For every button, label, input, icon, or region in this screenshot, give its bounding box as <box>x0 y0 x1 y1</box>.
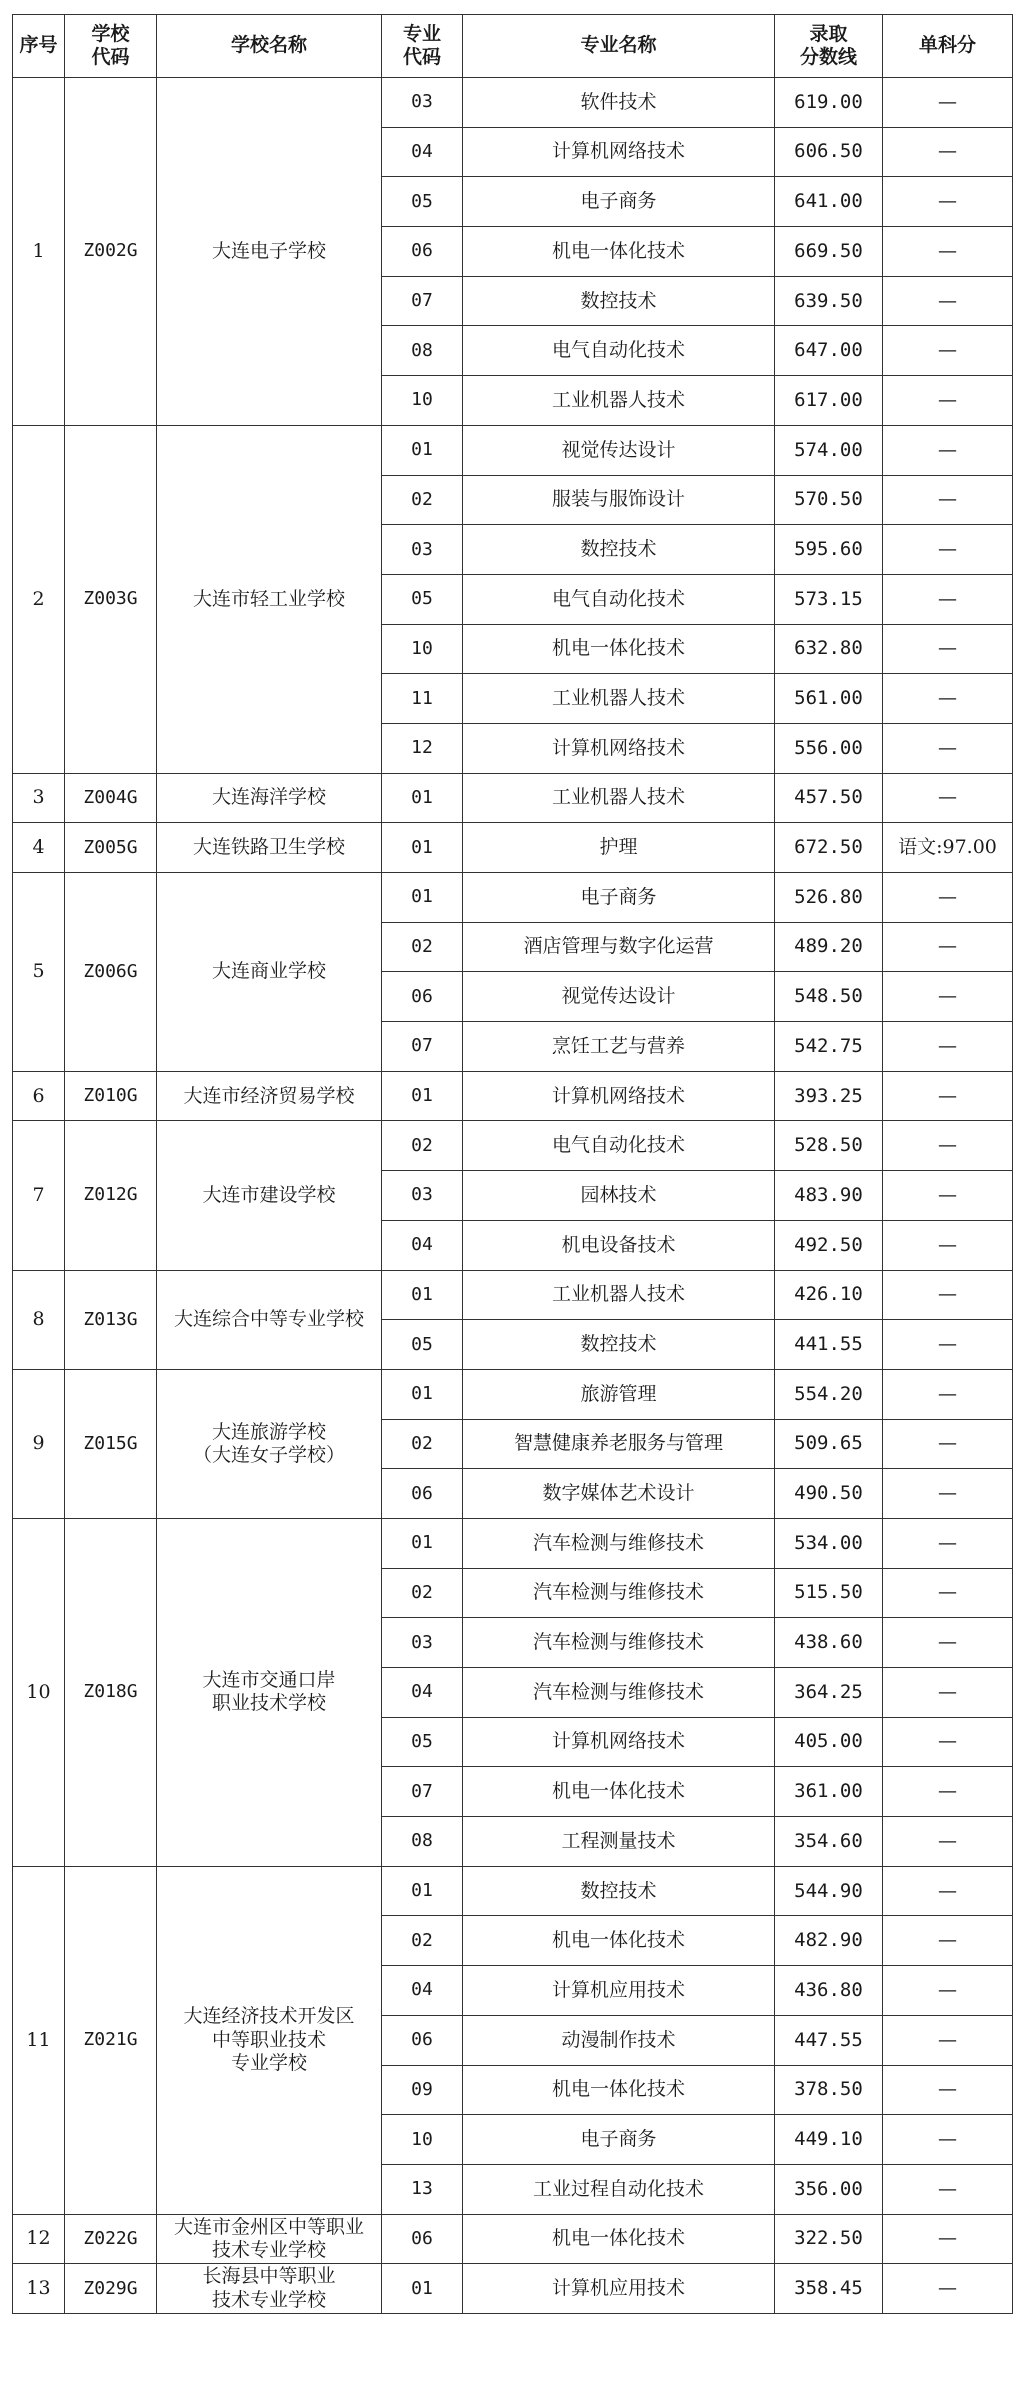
table-row <box>13 2264 1013 2314</box>
single-subject-cell: — <box>883 1270 1013 1320</box>
major-name-cell: 数字媒体艺术设计 <box>463 1469 775 1519</box>
single-subject-cell: — <box>883 1717 1013 1767</box>
single-subject-cell: — <box>883 1916 1013 1966</box>
single-subject-cell: — <box>883 972 1013 1022</box>
score-cell: 526.80 <box>775 873 883 923</box>
school-name-cell: 大连电子学校 <box>157 78 382 426</box>
school-name-cell: 大连海洋学校 <box>157 773 382 823</box>
single-subject-cell: — <box>883 1568 1013 1618</box>
major-name-cell: 工业机器人技术 <box>463 674 775 724</box>
school-code-cell: Z018G <box>65 1518 157 1866</box>
major-code-cell: 02 <box>382 475 463 525</box>
major-code-cell: 10 <box>382 376 463 426</box>
single-subject-cell: — <box>883 127 1013 177</box>
major-name-cell: 工业过程自动化技术 <box>463 2164 775 2214</box>
table-row <box>13 1071 1013 1121</box>
major-name-cell: 计算机应用技术 <box>463 1966 775 2016</box>
school-name-cell: 大连铁路卫生学校 <box>157 823 382 873</box>
single-subject-cell: — <box>883 2015 1013 2065</box>
school-name-cell: 大连旅游学校 （大连女子学校） <box>157 1369 382 1518</box>
table-body <box>13 78 1013 2314</box>
single-subject-cell: — <box>883 276 1013 326</box>
school-code-cell: Z021G <box>65 1866 157 2214</box>
major-name-cell: 旅游管理 <box>463 1369 775 1419</box>
major-name-cell: 电子商务 <box>463 873 775 923</box>
single-subject-cell: — <box>883 873 1013 923</box>
major-name-cell: 工业机器人技术 <box>463 376 775 426</box>
score-cell: 457.50 <box>775 773 883 823</box>
major-code-cell: 07 <box>382 1022 463 1072</box>
major-code-cell: 01 <box>382 873 463 923</box>
major-name-cell: 机电一体化技术 <box>463 2065 775 2115</box>
single-subject-cell: — <box>883 723 1013 773</box>
school-name-cell: 大连市经济贸易学校 <box>157 1071 382 1121</box>
score-cell: 358.45 <box>775 2264 883 2314</box>
major-code-cell: 05 <box>382 574 463 624</box>
score-cell: 639.50 <box>775 276 883 326</box>
major-name-cell: 汽车检测与维修技术 <box>463 1668 775 1718</box>
school-seq-cell: 12 <box>13 2214 65 2264</box>
major-code-cell: 01 <box>382 1369 463 1419</box>
score-cell: 489.20 <box>775 922 883 972</box>
major-name-cell: 计算机网络技术 <box>463 1071 775 1121</box>
single-subject-cell: — <box>883 475 1013 525</box>
major-name-cell: 机电设备技术 <box>463 1220 775 1270</box>
single-subject-cell: — <box>883 1866 1013 1916</box>
school-seq-cell: 4 <box>13 823 65 873</box>
score-cell: 426.10 <box>775 1270 883 1320</box>
score-cell: 483.90 <box>775 1171 883 1221</box>
major-code-cell: 08 <box>382 326 463 376</box>
score-cell: 490.50 <box>775 1469 883 1519</box>
score-cell: 356.00 <box>775 2164 883 2214</box>
major-name-cell: 园林技术 <box>463 1171 775 1221</box>
single-subject-cell: — <box>883 922 1013 972</box>
header-major-code: 专业 代码 <box>382 15 463 78</box>
major-name-cell: 机电一体化技术 <box>463 1767 775 1817</box>
single-subject-cell: — <box>883 425 1013 475</box>
major-name-cell: 数控技术 <box>463 1866 775 1916</box>
score-cell: 528.50 <box>775 1121 883 1171</box>
major-code-cell: 13 <box>382 2164 463 2214</box>
major-code-cell: 07 <box>382 1767 463 1817</box>
single-subject-cell: — <box>883 1369 1013 1419</box>
single-subject-cell: — <box>883 1320 1013 1370</box>
single-subject-cell: — <box>883 525 1013 575</box>
header-score: 录取 分数线 <box>775 15 883 78</box>
score-cell: 561.00 <box>775 674 883 724</box>
school-code-cell: Z013G <box>65 1270 157 1369</box>
single-subject-cell: 语文:97.00 <box>883 823 1013 873</box>
score-cell: 554.20 <box>775 1369 883 1419</box>
school-code-cell: Z022G <box>65 2214 157 2264</box>
major-name-cell: 计算机网络技术 <box>463 127 775 177</box>
major-code-cell: 04 <box>382 1220 463 1270</box>
major-code-cell: 01 <box>382 1270 463 1320</box>
single-subject-cell: — <box>883 2214 1013 2264</box>
school-seq-cell: 6 <box>13 1071 65 1121</box>
header-seq: 序号 <box>13 15 65 78</box>
major-code-cell: 10 <box>382 624 463 674</box>
header-major-name: 专业名称 <box>463 15 775 78</box>
single-subject-cell: — <box>883 1022 1013 1072</box>
major-name-cell: 机电一体化技术 <box>463 227 775 277</box>
header-school-name: 学校名称 <box>157 15 382 78</box>
school-seq-cell: 1 <box>13 78 65 426</box>
score-cell: 544.90 <box>775 1866 883 1916</box>
single-subject-cell: — <box>883 2164 1013 2214</box>
major-code-cell: 01 <box>382 773 463 823</box>
major-code-cell: 02 <box>382 1916 463 1966</box>
major-name-cell: 服装与服饰设计 <box>463 475 775 525</box>
major-name-cell: 酒店管理与数字化运营 <box>463 922 775 972</box>
school-name-cell: 大连商业学校 <box>157 873 382 1072</box>
table-row <box>13 1270 1013 1320</box>
major-code-cell: 06 <box>382 1469 463 1519</box>
major-code-cell: 04 <box>382 127 463 177</box>
major-code-cell: 06 <box>382 2214 463 2264</box>
score-cell: 482.90 <box>775 1916 883 1966</box>
single-subject-cell: — <box>883 574 1013 624</box>
header-row <box>13 15 1013 78</box>
school-seq-cell: 9 <box>13 1369 65 1518</box>
single-subject-cell: — <box>883 2065 1013 2115</box>
major-name-cell: 数控技术 <box>463 1320 775 1370</box>
major-code-cell: 01 <box>382 1071 463 1121</box>
school-seq-cell: 2 <box>13 425 65 773</box>
major-name-cell: 电气自动化技术 <box>463 574 775 624</box>
major-code-cell: 12 <box>382 723 463 773</box>
table-row <box>13 1518 1013 1568</box>
table-row <box>13 1866 1013 1916</box>
table-row <box>13 425 1013 475</box>
major-code-cell: 05 <box>382 177 463 227</box>
single-subject-cell: — <box>883 1220 1013 1270</box>
score-cell: 574.00 <box>775 425 883 475</box>
school-code-cell: Z010G <box>65 1071 157 1121</box>
score-cell: 570.50 <box>775 475 883 525</box>
single-subject-cell: — <box>883 773 1013 823</box>
score-cell: 354.60 <box>775 1817 883 1867</box>
major-name-cell: 汽车检测与维修技术 <box>463 1518 775 1568</box>
major-name-cell: 数控技术 <box>463 276 775 326</box>
major-code-cell: 10 <box>382 2115 463 2165</box>
major-code-cell: 04 <box>382 1966 463 2016</box>
major-name-cell: 电子商务 <box>463 2115 775 2165</box>
major-name-cell: 电气自动化技术 <box>463 326 775 376</box>
school-seq-cell: 8 <box>13 1270 65 1369</box>
school-code-cell: Z015G <box>65 1369 157 1518</box>
school-seq-cell: 11 <box>13 1866 65 2214</box>
score-cell: 364.25 <box>775 1668 883 1718</box>
header-school-code: 学校 代码 <box>65 15 157 78</box>
major-code-cell: 06 <box>382 227 463 277</box>
single-subject-cell: — <box>883 326 1013 376</box>
score-cell: 405.00 <box>775 1717 883 1767</box>
single-subject-cell: — <box>883 1171 1013 1221</box>
score-cell: 556.00 <box>775 723 883 773</box>
school-code-cell: Z029G <box>65 2264 157 2314</box>
school-name-cell: 大连市建设学校 <box>157 1121 382 1270</box>
major-code-cell: 04 <box>382 1668 463 1718</box>
major-name-cell: 软件技术 <box>463 78 775 128</box>
single-subject-cell: — <box>883 177 1013 227</box>
score-cell: 617.00 <box>775 376 883 426</box>
major-name-cell: 汽车检测与维修技术 <box>463 1618 775 1668</box>
score-cell: 647.00 <box>775 326 883 376</box>
admission-score-table <box>12 14 1013 2314</box>
school-seq-cell: 7 <box>13 1121 65 1270</box>
major-code-cell: 02 <box>382 1419 463 1469</box>
table-row <box>13 2214 1013 2264</box>
major-name-cell: 电子商务 <box>463 177 775 227</box>
major-name-cell: 计算机网络技术 <box>463 723 775 773</box>
score-cell: 672.50 <box>775 823 883 873</box>
school-seq-cell: 3 <box>13 773 65 823</box>
score-cell: 619.00 <box>775 78 883 128</box>
major-code-cell: 01 <box>382 823 463 873</box>
major-name-cell: 计算机网络技术 <box>463 1717 775 1767</box>
score-cell: 322.50 <box>775 2214 883 2264</box>
single-subject-cell: — <box>883 1419 1013 1469</box>
table-row <box>13 773 1013 823</box>
school-seq-cell: 5 <box>13 873 65 1072</box>
score-cell: 393.25 <box>775 1071 883 1121</box>
major-code-cell: 11 <box>382 674 463 724</box>
major-code-cell: 06 <box>382 2015 463 2065</box>
school-code-cell: Z012G <box>65 1121 157 1270</box>
major-name-cell: 电气自动化技术 <box>463 1121 775 1171</box>
school-name-cell: 长海县中等职业 技术专业学校 <box>157 2264 382 2314</box>
single-subject-cell: — <box>883 2115 1013 2165</box>
major-code-cell: 02 <box>382 1568 463 1618</box>
school-code-cell: Z003G <box>65 425 157 773</box>
single-subject-cell: — <box>883 78 1013 128</box>
major-code-cell: 01 <box>382 425 463 475</box>
school-name-cell: 大连市交通口岸 职业技术学校 <box>157 1518 382 1866</box>
score-cell: 436.80 <box>775 1966 883 2016</box>
major-name-cell: 计算机应用技术 <box>463 2264 775 2314</box>
score-cell: 595.60 <box>775 525 883 575</box>
school-name-cell: 大连经济技术开发区 中等职业技术 专业学校 <box>157 1866 382 2214</box>
school-code-cell: Z005G <box>65 823 157 873</box>
major-name-cell: 动漫制作技术 <box>463 2015 775 2065</box>
score-cell: 542.75 <box>775 1022 883 1072</box>
major-name-cell: 工程测量技术 <box>463 1817 775 1867</box>
major-code-cell: 03 <box>382 1618 463 1668</box>
single-subject-cell: — <box>883 1668 1013 1718</box>
score-cell: 641.00 <box>775 177 883 227</box>
major-name-cell: 数控技术 <box>463 525 775 575</box>
single-subject-cell: — <box>883 227 1013 277</box>
school-code-cell: Z006G <box>65 873 157 1072</box>
single-subject-cell: — <box>883 1966 1013 2016</box>
major-name-cell: 机电一体化技术 <box>463 2214 775 2264</box>
score-cell: 548.50 <box>775 972 883 1022</box>
single-subject-cell: — <box>883 1469 1013 1519</box>
single-subject-cell: — <box>883 624 1013 674</box>
score-cell: 378.50 <box>775 2065 883 2115</box>
major-name-cell: 工业机器人技术 <box>463 1270 775 1320</box>
major-code-cell: 03 <box>382 1171 463 1221</box>
major-code-cell: 01 <box>382 2264 463 2314</box>
major-code-cell: 09 <box>382 2065 463 2115</box>
score-cell: 447.55 <box>775 2015 883 2065</box>
major-code-cell: 05 <box>382 1717 463 1767</box>
score-cell: 449.10 <box>775 2115 883 2165</box>
score-cell: 534.00 <box>775 1518 883 1568</box>
score-cell: 492.50 <box>775 1220 883 1270</box>
score-cell: 361.00 <box>775 1767 883 1817</box>
single-subject-cell: — <box>883 2264 1013 2314</box>
single-subject-cell: — <box>883 1817 1013 1867</box>
major-code-cell: 02 <box>382 1121 463 1171</box>
score-cell: 441.55 <box>775 1320 883 1370</box>
major-code-cell: 03 <box>382 525 463 575</box>
major-code-cell: 05 <box>382 1320 463 1370</box>
major-name-cell: 智慧健康养老服务与管理 <box>463 1419 775 1469</box>
school-seq-cell: 13 <box>13 2264 65 2314</box>
score-cell: 515.50 <box>775 1568 883 1618</box>
major-name-cell: 汽车检测与维修技术 <box>463 1568 775 1618</box>
major-name-cell: 机电一体化技术 <box>463 1916 775 1966</box>
table-row <box>13 1369 1013 1419</box>
table-row <box>13 78 1013 128</box>
single-subject-cell: — <box>883 1121 1013 1171</box>
major-name-cell: 机电一体化技术 <box>463 624 775 674</box>
major-name-cell: 工业机器人技术 <box>463 773 775 823</box>
major-code-cell: 07 <box>382 276 463 326</box>
major-code-cell: 02 <box>382 922 463 972</box>
table-row <box>13 1121 1013 1171</box>
school-name-cell: 大连综合中等专业学校 <box>157 1270 382 1369</box>
single-subject-cell: — <box>883 1518 1013 1568</box>
single-subject-cell: — <box>883 1071 1013 1121</box>
header-single-subject: 单科分 <box>883 15 1013 78</box>
single-subject-cell: — <box>883 376 1013 426</box>
major-code-cell: 01 <box>382 1866 463 1916</box>
major-code-cell: 03 <box>382 78 463 128</box>
single-subject-cell: — <box>883 1618 1013 1668</box>
score-cell: 438.60 <box>775 1618 883 1668</box>
major-name-cell: 视觉传达设计 <box>463 972 775 1022</box>
school-code-cell: Z002G <box>65 78 157 426</box>
major-code-cell: 01 <box>382 1518 463 1568</box>
school-seq-cell: 10 <box>13 1518 65 1866</box>
major-code-cell: 06 <box>382 972 463 1022</box>
major-name-cell: 护理 <box>463 823 775 873</box>
score-cell: 632.80 <box>775 624 883 674</box>
table-row <box>13 873 1013 923</box>
school-code-cell: Z004G <box>65 773 157 823</box>
score-cell: 573.15 <box>775 574 883 624</box>
score-cell: 669.50 <box>775 227 883 277</box>
single-subject-cell: — <box>883 1767 1013 1817</box>
score-cell: 606.50 <box>775 127 883 177</box>
major-code-cell: 08 <box>382 1817 463 1867</box>
school-name-cell: 大连市金州区中等职业 技术专业学校 <box>157 2214 382 2264</box>
single-subject-cell: — <box>883 674 1013 724</box>
school-name-cell: 大连市轻工业学校 <box>157 425 382 773</box>
major-name-cell: 视觉传达设计 <box>463 425 775 475</box>
table-row <box>13 823 1013 873</box>
major-name-cell: 烹饪工艺与营养 <box>463 1022 775 1072</box>
score-cell: 509.65 <box>775 1419 883 1469</box>
